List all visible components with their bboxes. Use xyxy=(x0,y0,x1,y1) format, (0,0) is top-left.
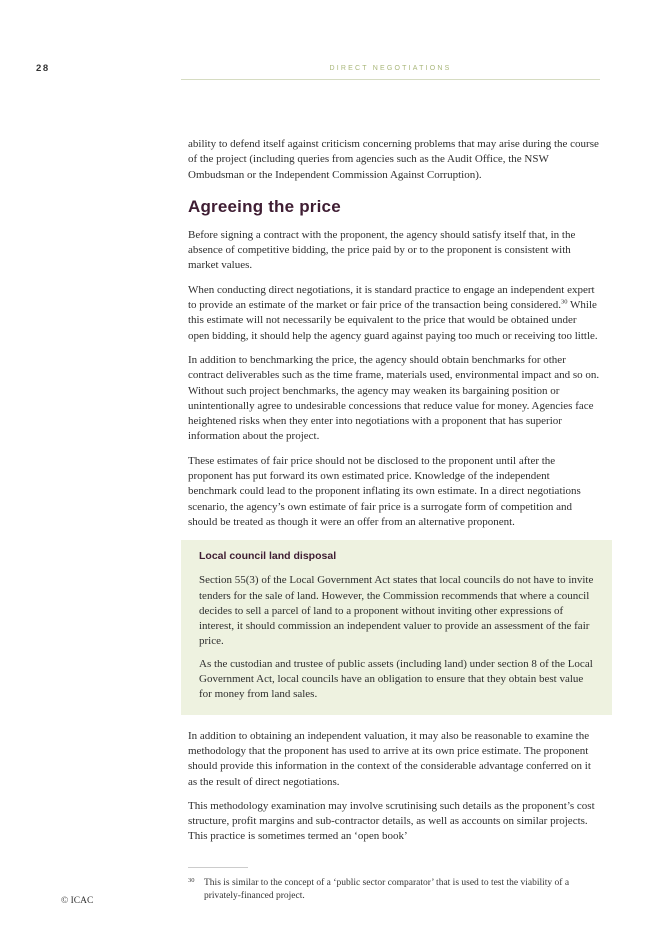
footnote xyxy=(188,877,600,902)
paragraph-2 xyxy=(188,283,600,344)
footnote-text: This is similar to the concept of a ‘public sector comparator’ that is used to test the viability of a privately-financed project. xyxy=(204,878,570,901)
main-content xyxy=(188,137,600,854)
intro-paragraph: ability to defend itself against criticism concerning problems that may arise during the course of the project (including queries from agencies such as the Audit Office, the NSW Ombudsman or the Independent Commission Against Corruption). xyxy=(188,138,599,181)
header-divider xyxy=(181,79,600,80)
paragraph-2-text-b: While this estimate will not necessarily be equivalent to the price that would be obtained under open bidding, it should help the agency guard against paying too much or receiving too little. xyxy=(188,299,598,342)
running-header-title: DIRECT NEGOTIATIONS xyxy=(329,65,452,72)
callout-paragraph-1: Section 55(3) of the Local Government Act states that local councils do not have to invite tenders for the sale of land. However, the Commission recommends that where a council decides to sell a parcel of land to a proponent without inviting other expressions of interest, it should commission an independent valuer to provide an assessment of the fair price. xyxy=(199,574,594,648)
footnote-number: 30 xyxy=(188,877,195,884)
paragraph-2-text-a: When conducting direct negotiations, it is standard practice to engage an independent expert to provide an estimate of the market or fair price of the transaction being considered. xyxy=(188,283,595,312)
paragraph-4: These estimates of fair price should not be disclosed to the proponent until after the proponent has put forward its own estimated price. Knowledge of the independent benchmark could lead to the proponent inflating its own estimate. In a direct negotiations scenario, the agency’s own estimate of fair price is a surrogate form of competition and should be treated as though it were an offer from an alternative proponent. xyxy=(188,454,581,528)
footnote-reference[interactable]: 30 xyxy=(560,298,568,306)
paragraph-3: In addition to benchmarking the price, the agency should obtain benchmarks for other contract deliverables such as the time frame, materials used, environmental impact and so on. Without such project benchmarks, the agency may weaken its bargaining position or unintentionally agree to undesirable concessions that reduce value for money. Agencies face heightened risks when they enter into negotiations with a proponent that has superior information about the project. xyxy=(188,353,600,443)
callout-box xyxy=(181,540,612,714)
page-number: 28 xyxy=(36,63,50,74)
paragraph-6: This methodology examination may involve scrutinising such details as the proponent’s cost structure, profit margins and sub-contractor details, as well as accounts on similar projects. This practice is sometimes termed an ‘open book’ xyxy=(188,799,595,843)
paragraph-5: In addition to obtaining an independent valuation, it may also be reasonable to examine the methodology that the proponent has used to arrive at its own price estimate. The proponent should provide this information in the context of the considerable advantage conferred on it as the result of direct negotiations. xyxy=(188,729,591,788)
callout-title: Local council land disposal xyxy=(199,550,337,563)
footnote-divider xyxy=(188,867,248,868)
paragraph-1: Before signing a contract with the proponent, the agency should satisfy itself that, in the absence of competitive bidding, the price paid by or to the proponent is consistent with market values. xyxy=(188,228,576,272)
section-heading: Agreeing the price xyxy=(188,196,341,216)
copyright-notice: © ICAC xyxy=(61,896,94,906)
callout-paragraph-2: As the custodian and trustee of public assets (including land) under section 8 of the Local Government Act, local councils have an obligation to ensure that they obtain best value for money from land sales. xyxy=(199,657,593,701)
